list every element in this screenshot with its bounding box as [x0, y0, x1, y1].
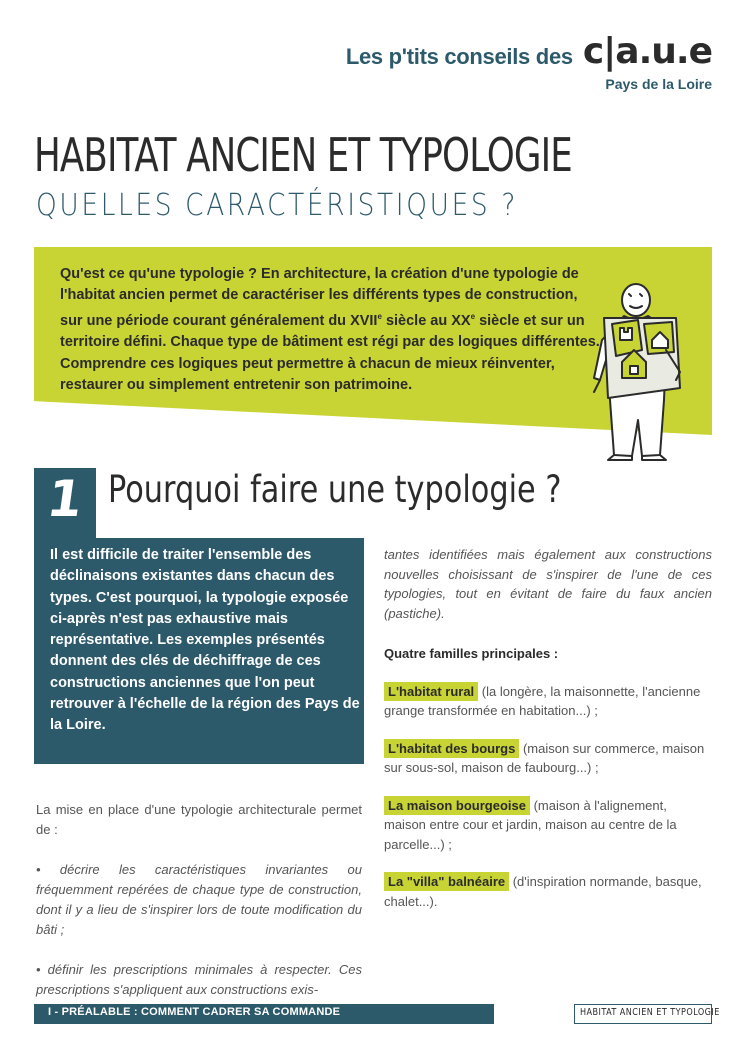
bullet-describe: • décrire les caractéristiques invariantes ou fréquemment repérées de chaque type de construction, dont il y a lieu de s'inspirer lors de toute modification du bâti ; — [36, 862, 362, 937]
intro-paragraph — [60, 264, 600, 396]
family-item — [384, 682, 712, 721]
intro-text-part2: siècle au — [381, 313, 452, 330]
intro-text-part3: siècle et sur un territoire défini. Chaque type de bâtiment est régi par des logiques différentes. Comprendre ces logiques peut permettre à chacun de mieux réinventer, restaurer ou simplement entretenir son patrimoine. — [60, 313, 600, 393]
family-item — [384, 739, 712, 778]
bullet-define: • définir les prescriptions minimales à respecter. Ces prescriptions s'appliquent aux constructions exis- — [36, 962, 362, 997]
brand-header — [345, 31, 712, 92]
highlight-box-text: Il est difficile de traiter l'ensemble des déclinaisons existantes dans chacun des types. C'est pourquoi, la typologie exposée ci-après n'est pas exhaustive mais représentative. Les exemples présentés donnent des clés de déchiffrage de ces constructions anciennes que l'on peut retrouver à l'échelle de la région des Pays de la Loire. — [50, 547, 360, 734]
page-title: HABITAT ANCIEN ET TYPOLOGIE — [34, 128, 572, 182]
family-item — [384, 796, 712, 855]
family-desc: (la longère, la maisonnette, l'ancienne grange transformée en habitation...) ; — [384, 683, 701, 718]
character-illustration — [580, 280, 720, 470]
family-name: L'habitat rural — [384, 682, 478, 701]
brand-tagline: Les p'tits conseils des — [345, 44, 573, 69]
family-name: L'habitat des bourgs — [384, 739, 519, 758]
left-intro: La mise en place d'une typologie architecturale permet de : — [36, 802, 362, 837]
right-column — [384, 545, 712, 911]
caue-logo: c|a.u.e — [582, 31, 712, 72]
intro-sup-end: e — [470, 312, 476, 322]
family-desc: (maison à l'alignement, maison entre cour et jardin, maison au centre de la parcelle...) ; — [384, 797, 677, 852]
brand-line — [345, 31, 712, 72]
page-subtitle: QUELLES CARACTÉRISTIQUES ? — [36, 188, 519, 223]
family-item — [384, 872, 712, 911]
intro-sup-start: e — [377, 312, 382, 322]
section-number: 1 — [43, 470, 87, 528]
families-heading: Quatre familles principales : — [384, 646, 559, 661]
footer-doc-title: HABITAT ANCIEN ET TYPOLOGIE — [580, 1007, 720, 1018]
section-title: Pourquoi faire une typologie ? — [108, 468, 562, 511]
left-column — [36, 800, 362, 1020]
family-name: La maison bourgeoise — [384, 796, 530, 815]
intro-text-part1: Qu'est ce qu'une typologie ? En architecture, la création d'une typologie de l'habitat ancien permet de caractériser les différents types de construction, sur une période courant généralement du — [60, 266, 579, 330]
family-desc: (maison sur commerce, maison sur sous-sol, maison de faubourg...) ; — [384, 740, 705, 775]
right-continuation: tantes identifiées mais également aux constructions nouvelles choisissant de s'inspirer de l'une de ces typologies, tout en évitant de faire du faux ancien (pastiche). — [384, 547, 712, 621]
family-name: La "villa" balnéaire — [384, 872, 509, 891]
brand-region: Pays de la Loire — [605, 76, 712, 92]
intro-century-end: XX — [451, 313, 471, 330]
footer-chapter: I - PRÉALABLE : COMMENT CADRER SA COMMANDE — [48, 1006, 341, 1018]
intro-century-start: XVII — [350, 313, 378, 330]
family-desc: (d'inspiration normande, basque, chalet...). — [384, 874, 702, 909]
